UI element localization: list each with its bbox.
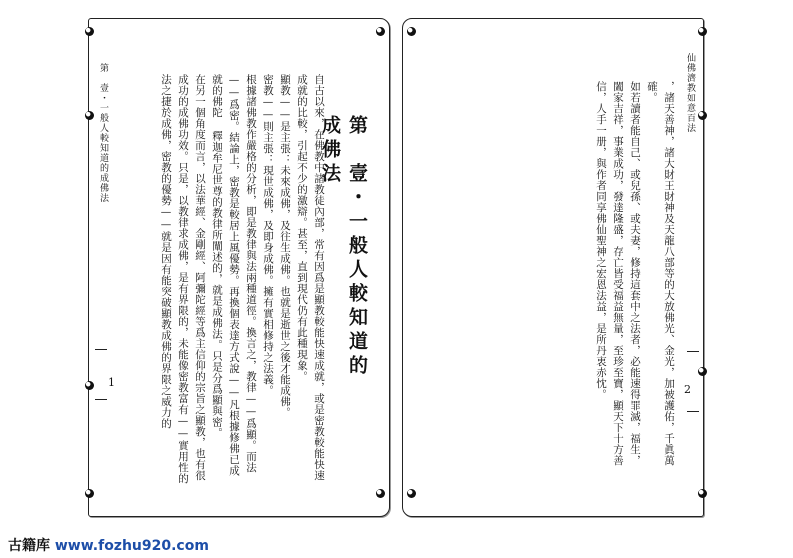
binding-ornament-icon xyxy=(85,381,94,390)
paragraph: 自古以來，在佛教中諸教徒內部，常有因爲是顯教較能快速成就，或是密教較能快速成就的比較，引起不少的激辯。甚至，直到現代仍有此種現象。 xyxy=(296,74,325,481)
chapter-title: 第 壹・一般人較知道的成佛法 xyxy=(319,115,368,379)
left-page-number: 1 xyxy=(108,376,115,389)
left-page xyxy=(88,18,390,517)
paragraph: ，諸天善神，諸大財王財神及天龍八部等的大放佛光、金光，加被護佑，千眞萬確。 xyxy=(646,81,675,466)
right-page xyxy=(402,18,704,517)
page-number-rule xyxy=(687,411,699,412)
site-name: 古籍库 xyxy=(8,538,50,554)
binding-ornament-icon xyxy=(85,489,94,498)
binding-ornament-icon xyxy=(85,27,94,36)
footer-banner xyxy=(0,535,793,558)
paragraph: 顯教——是主張：未來成佛，及往生成佛。也就是逝世之後才能成佛。 xyxy=(279,74,291,418)
paragraph: 在另一個角度而言，以法華經、金剛經、阿彌陀經等爲主信仰的宗旨之顯教，也有很成功的成佛功效。只是，以教律求成佛，是有界限的，未能像密教富有——實用性的法之捷於成佛，密教的優勢——就是因有能突破顯教成佛的界限之威力的 xyxy=(160,74,206,484)
binding-ornament-icon xyxy=(376,27,385,36)
paragraph: 如若讀者能自己、或兒孫、或夫妻，修持這套中之法者，必能速得罪滅，福生，闔家吉祥，事業成功，發達隆盛，存亡皆受福益無量，至珍至寶，顯天下十方善信，人手一册，與作者同享佛仙聖神之宏恩法益，是所丹衷赤忱。 xyxy=(595,81,641,466)
site-url-link[interactable]: www.fozhu920.com xyxy=(54,538,209,554)
page-number-rule xyxy=(687,351,699,352)
right-body-text xyxy=(545,81,677,476)
right-running-head: 仙佛濟教如意百法 xyxy=(685,53,695,133)
paragraph: 根據諸佛教作嚴格的分析，即是教律與法兩種道徑。換言之，教律——爲顯。而法——爲密。結論上，密教是較居上風優勢。再換個表達方式說——凡根據修佛已成就的佛陀 釋迦牟尼世尊的教律所闡述的，就是成佛法。只是分爲顯與密。 xyxy=(211,74,257,476)
binding-ornament-icon xyxy=(698,27,707,36)
binding-ornament-icon xyxy=(376,489,385,498)
binding-ornament-icon xyxy=(698,111,707,120)
left-body-text xyxy=(102,74,327,484)
binding-ornament-icon xyxy=(407,27,416,36)
left-running-head: 第 壹・一般人較知道的成佛法 xyxy=(98,63,108,203)
binding-ornament-icon xyxy=(698,367,707,376)
binding-ornament-icon xyxy=(407,489,416,498)
right-page-number: 2 xyxy=(684,383,691,396)
binding-ornament-icon xyxy=(85,111,94,120)
binding-ornament-icon xyxy=(698,489,707,498)
paragraph: 密教——則主張：現世成佛，及即身成佛。擁有實相修持之法義。 xyxy=(262,74,274,396)
